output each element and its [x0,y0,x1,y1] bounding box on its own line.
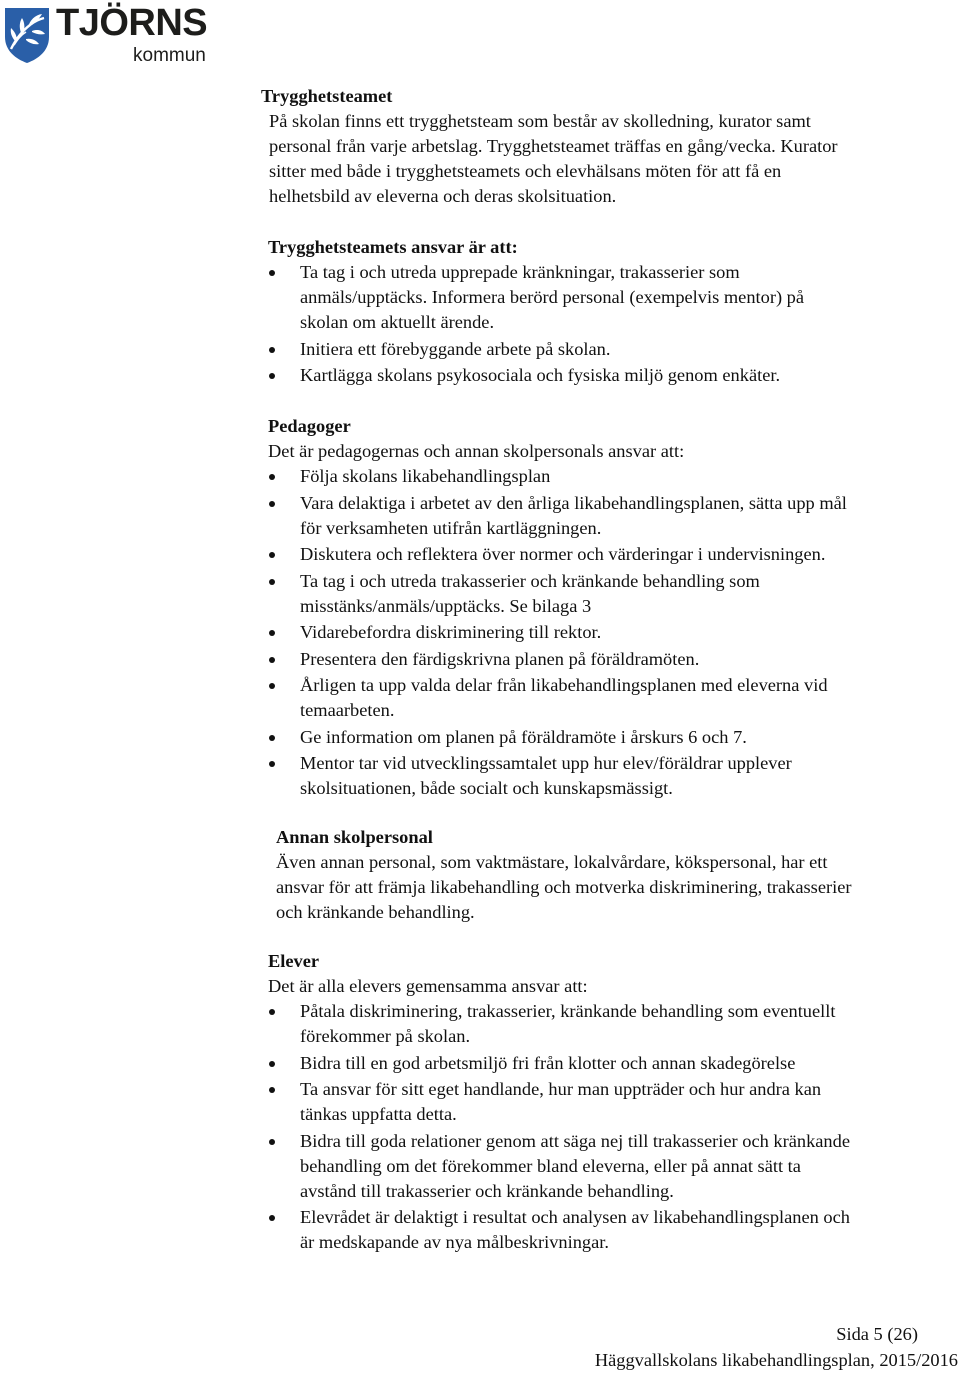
section-intro: Det är alla elevers gemensamma ansvar att: [268,976,588,996]
bullet-icon [269,1009,275,1015]
section-intro: Det är pedagogernas och annan skolpersonals ansvar att: [268,441,685,461]
bullet-icon [269,1061,275,1067]
tjorns-kommun-logo [2,2,222,67]
bullet-list [268,464,953,801]
municipal-coat-of-arms-icon [2,5,52,65]
paragraph-line: sitter med både i trygghetsteamets och elevhälsans möten för att få en [269,161,782,181]
bullet-icon [269,474,275,480]
section-trygghet-ansvar [268,235,948,390]
list-item-line: anmäls/upptäcks. Informera berörd personal (exempelvis mentor) på [300,287,805,307]
list-item-line: Mentor tar vid utvecklingssamtalet upp hur elev/föräldrar upplever [300,753,792,773]
list-item-line: Kartlägga skolans psykosociala och fysiska miljö genom enkäter. [300,365,781,385]
list-item-line: temaarbeten. [300,700,395,720]
list-item-line: förekommer på skolan. [300,1026,471,1046]
list-item-line: behandling om det förekommer bland eleverna, eller på annat sätt ta [300,1155,801,1176]
list-item [268,491,953,541]
list-item-line: Följa skolans likabehandlingsplan [300,466,551,486]
bullet-icon [269,1215,275,1221]
list-item [268,647,953,672]
bullet-icon [269,735,275,741]
bullet-icon [269,683,275,689]
list-item-line: Ge information om planen på föräldramöte i årskurs 6 och 7. [300,726,747,747]
bullet-icon [269,761,275,767]
subsection-heading: Trygghetsteamets ansvar är att: [268,237,518,257]
list-item [268,1205,953,1255]
list-item-line: Initiera ett förebyggande arbete på skolan. [300,338,611,359]
list-item-line: Diskutera och reflektera över normer och värderingar i undervisningen. [300,544,826,564]
list-item-line: tänkas uppfatta detta. [300,1104,457,1124]
paragraph-line: och kränkande behandling. [276,902,475,922]
bullet-icon [269,373,275,379]
bullet-icon [269,501,275,507]
list-item-line: Bidra till en god arbetsmiljö fri från klotter och annan skadegörelse [300,1052,796,1073]
list-item-line: är medskapande av nya målbeskrivningar. [300,1232,609,1252]
list-item-line: Vidarebefordra diskriminering till rektor. [300,622,602,642]
list-item-line: avstånd till trakasserier och kränkande behandling. [300,1180,674,1201]
logo-subtitle: kommun [133,45,206,66]
bullet-list [268,260,948,388]
bullet-list [268,999,953,1255]
list-item-line: för verksamheten utifrån kartläggningen. [300,517,602,538]
bullet-icon [269,1139,275,1145]
list-item [268,1077,953,1127]
list-item [268,620,953,645]
list-item-line: Presentera den färdigskrivna planen på föräldramöten. [300,648,700,669]
paragraph-line: Även annan personal, som vaktmästare, lokalvårdare, kökspersonal, har ett [276,852,828,872]
list-item [268,1051,953,1076]
bullet-icon [269,579,275,585]
list-item-line: misstänks/anmäls/upptäcks. Se bilaga 3 [300,595,592,616]
list-item [268,337,948,362]
list-item-line: Årligen ta upp valda delar från likabehandlingsplanen med eleverna vid [300,675,828,695]
bullet-icon [269,1087,275,1093]
list-item-line: Ta ansvar för sitt eget handlande, hur man uppträder och hur andra kan [300,1079,822,1099]
list-item [268,569,953,619]
list-item [268,363,948,388]
list-item-line: Ta tag i och utreda trakasserier och kränkande behandling som [300,570,760,591]
section-annan-skolpersonal [276,825,956,925]
list-item [268,751,953,801]
list-item-line: Påtala diskriminering, trakasserier, kränkande behandling som eventuellt [300,1001,836,1021]
section-heading: Pedagoger [268,416,351,436]
list-item-line: skolan om aktuellt ärende. [300,312,495,332]
section-elever [268,949,953,1257]
bullet-icon [269,552,275,558]
list-item-line: Ta tag i och utreda upprepade kränkningar, trakasserier som [300,262,740,282]
section-heading: Elever [268,951,320,971]
list-item-line: skolsituationen, både socialt och kunskapsmässigt. [300,778,673,798]
list-item [268,673,953,723]
paragraph-line: På skolan finns ett trygghetsteam som består av skolledning, kurator samt [269,111,811,131]
list-item [268,725,953,750]
logo-name: TJÖRNS [56,2,208,44]
list-item-line: Elevrådet är delaktigt i resultat och analysen av likabehandlingsplanen och [300,1207,850,1227]
section-trygghetsteamet [261,84,951,209]
bullet-icon [269,270,275,276]
bullet-icon [269,347,275,353]
section-heading: Trygghetsteamet [261,86,393,106]
document-title-footer: Häggvallskolans likabehandlingsplan, 2015/2016 [594,1350,958,1370]
paragraph-line: helhetsbild av eleverna och deras skolsituation. [269,186,617,206]
bullet-icon [269,630,275,636]
list-item [268,1129,953,1204]
list-item [268,999,953,1049]
bullet-icon [269,657,275,663]
section-heading: Annan skolpersonal [276,827,433,847]
paragraph-line: personal från varje arbetslag. Trygghetsteamet träffas en gång/vecka. Kurator [269,136,838,156]
list-item [268,260,948,335]
list-item-line: Vara delaktiga i arbetet av den årliga likabehandlingsplanen, sätta upp mål [300,492,847,513]
list-item [268,542,953,567]
list-item-line: Bidra till goda relationer genom att säga nej till trakasserier och kränkande [300,1130,850,1151]
page-number: Sida 5 (26) [836,1324,918,1344]
list-item [268,464,953,489]
section-pedagoger [268,414,953,803]
paragraph-line: ansvar för att främja likabehandling och motverka diskriminering, trakasserier [276,877,852,897]
